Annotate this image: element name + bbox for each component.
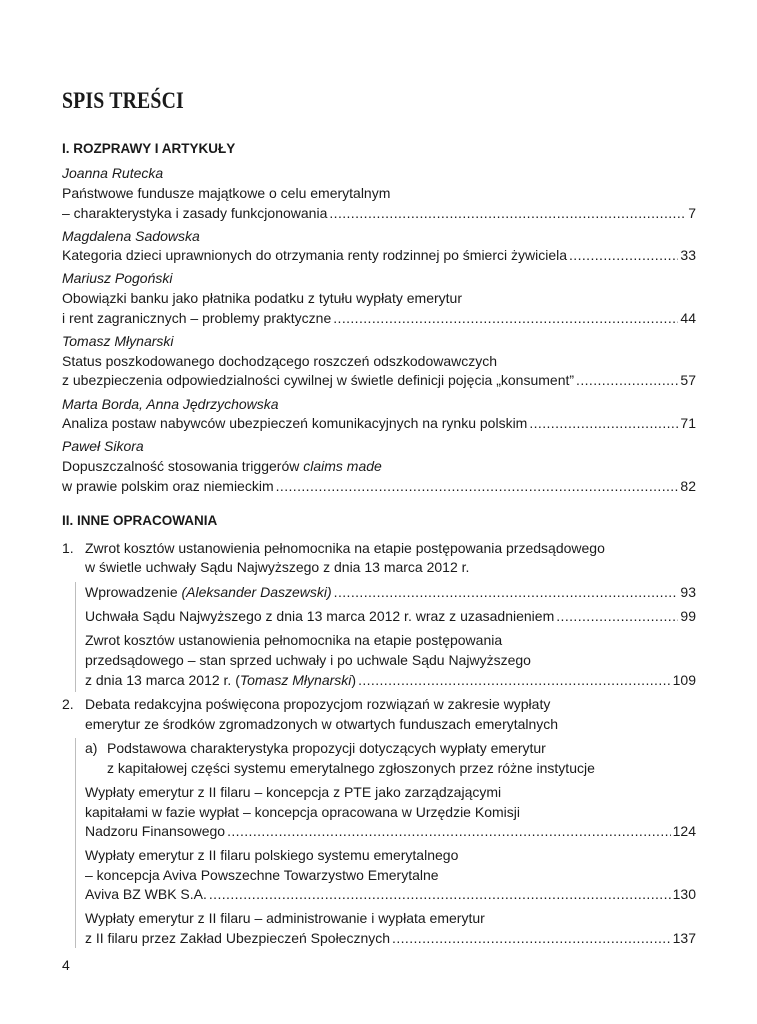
toc-entry-knf[interactable] (85, 821, 696, 841)
title-text: Wprowadzenie (85, 584, 182, 600)
entry-title-line: z ubezpieczenia odpowiedzialności cywilnej w świetle definicji pojęcia „konsument” (62, 372, 575, 388)
entry-title-line: przedsądowego – stan sprzed uchwały i po uchwale Sądu Najwyższego (85, 652, 531, 668)
title-text: z dnia 13 marca 2012 r. ( (85, 672, 240, 688)
page-number: 4 (62, 957, 70, 973)
dot-leader (334, 582, 679, 602)
entry-author: (Aleksander Daszewski) (181, 584, 332, 600)
entry-title-line: Państwowe fundusze majątkowe o celu emerytalnym (62, 185, 391, 201)
entry-author: Mariusz Pogoński (62, 270, 173, 286)
dot-leader (576, 370, 678, 390)
entry-author: Joanna Rutecka (62, 165, 164, 181)
entry-title-line: Uchwała Sądu Najwyższego z dnia 13 marca 2012 r. wraz z uzasadnieniem (85, 608, 555, 624)
item-title-line: Debata redakcyjna poświęcona propozycjom rozwiązań w zakresie wypłaty (85, 696, 551, 712)
page-ref: 82 (680, 478, 696, 494)
entry-title-line (85, 670, 356, 690)
title-text: Dopuszczalność stosowania triggerów (62, 458, 304, 474)
page-ref: 130 (672, 886, 696, 902)
toc-entry-mlynarski[interactable] (62, 370, 696, 390)
title-italic-term: claims made (303, 458, 382, 474)
subitem-title-line: z kapitałowej części systemu emerytalnego zgłoszonych przez różne instytucje (107, 760, 595, 776)
entry-title-line: Nadzoru Finansowego (85, 823, 226, 839)
page-ref: 57 (680, 372, 696, 388)
item-number: 1. (62, 540, 74, 556)
entry-author: Tomasz Młynarski (62, 333, 174, 349)
page-ref: 33 (680, 247, 696, 263)
toc-entry-aviva[interactable] (85, 884, 696, 904)
page-title: SPIS TREŚCI (62, 88, 184, 113)
toc-entry-borda[interactable] (62, 413, 696, 433)
entry-author: Paweł Sikora (62, 438, 144, 454)
page-ref: 44 (680, 310, 696, 326)
entry-title-line: Status poszkodowanego dochodzącego roszczeń odszkodowawczych (62, 353, 498, 369)
dot-leader (209, 884, 671, 904)
dot-leader (276, 476, 679, 496)
entry-title-line (62, 456, 382, 476)
toc-entry-pogonski[interactable] (62, 308, 696, 328)
entry-title-line: Wypłaty emerytur z II filaru – administrowanie i wypłata emerytur (85, 910, 485, 926)
page-ref: 7 (688, 205, 696, 221)
section-heading-inne: II. INNE OPRACOWANIA (62, 513, 218, 528)
toc-entry-zwrot-kosztow[interactable] (85, 670, 696, 690)
entry-title-line: Zwrot kosztów ustanowienia pełnomocnika na etapie postępowania (85, 632, 503, 648)
page-ref: 93 (680, 584, 696, 600)
entry-title-line (85, 582, 332, 602)
page-ref: 124 (672, 823, 696, 839)
entry-title-line: Analiza postaw nabywców ubezpieczeń komunikacyjnych na rynku polskim (62, 415, 528, 431)
dot-leader (569, 245, 678, 265)
page-ref: 71 (680, 415, 696, 431)
item-title-line: emerytur ze środków zgromadzonych w otwartych funduszach emerytalnych (85, 716, 559, 732)
title-text: ) (351, 672, 357, 688)
page-ref: 99 (680, 608, 696, 624)
entry-author: Marta Borda, Anna Jędrzychowska (62, 396, 279, 412)
entry-title-line: Wypłaty emerytur z II filaru polskiego systemu emerytalnego (85, 847, 459, 863)
toc-entry-wprowadzenie[interactable] (85, 582, 696, 602)
indent-rule (75, 582, 76, 692)
toc-entry-sadowska[interactable] (62, 245, 696, 265)
toc-entry-uchwala[interactable] (85, 606, 696, 626)
page-ref: 137 (672, 930, 696, 946)
entry-author: Tomasz Młynarski (239, 672, 352, 688)
dot-leader (358, 670, 671, 690)
entry-title-line: Wypłaty emerytur z II filaru – koncepcja z PTE jako zarządzającymi (85, 784, 502, 800)
entry-title-line: kapitałami w fazie wypłat – koncepcja opracowana w Urzędzie Komisji (85, 804, 520, 820)
entry-title-line: Kategoria dzieci uprawnionych do otrzymania renty rodzinnej po śmierci żywiciela (62, 247, 568, 263)
item-title-line: w świetle uchwały Sądu Najwyższego z dnia 13 marca 2012 r. (85, 559, 470, 575)
entry-title-line: – charakterystyka i zasady funkcjonowania (62, 205, 328, 221)
dot-leader (529, 413, 678, 433)
entry-title-line: – koncepcja Aviva Powszechne Towarzystwo Emerytalne (85, 867, 439, 883)
dot-leader (392, 928, 671, 948)
entry-title-line: Aviva BZ WBK S.A. (85, 886, 207, 902)
subitem-title-line: Podstawowa charakterystyka propozycji dotyczących wypłaty emerytur (107, 740, 546, 756)
item-title-line: Zwrot kosztów ustanowienia pełnomocnika na etapie postępowania przedsądowego (85, 540, 605, 556)
entry-title-line: i rent zagranicznych – problemy praktyczne (62, 310, 332, 326)
page-ref: 109 (672, 672, 696, 688)
dot-leader (227, 821, 671, 841)
toc-entry-sikora[interactable] (62, 476, 696, 496)
toc-entry-rutecka[interactable] (62, 203, 696, 223)
entry-author: Magdalena Sadowska (62, 228, 200, 244)
dot-leader (333, 308, 678, 328)
subitem-label: a) (85, 740, 98, 756)
entry-title-line: Obowiązki banku jako płatnika podatku z tytułu wypłaty emerytur (62, 290, 462, 306)
entry-title-line: z II filaru przez Zakład Ubezpieczeń Społecznych (85, 930, 391, 946)
entry-title-line: w prawie polskim oraz niemieckim (62, 478, 274, 494)
indent-rule (75, 738, 76, 948)
section-heading-rozprawy: I. ROZPRAWY I ARTYKUŁY (62, 141, 236, 156)
dot-leader (556, 606, 678, 626)
dot-leader (329, 203, 686, 223)
toc-entry-zus[interactable] (85, 928, 696, 948)
item-number: 2. (62, 696, 74, 712)
